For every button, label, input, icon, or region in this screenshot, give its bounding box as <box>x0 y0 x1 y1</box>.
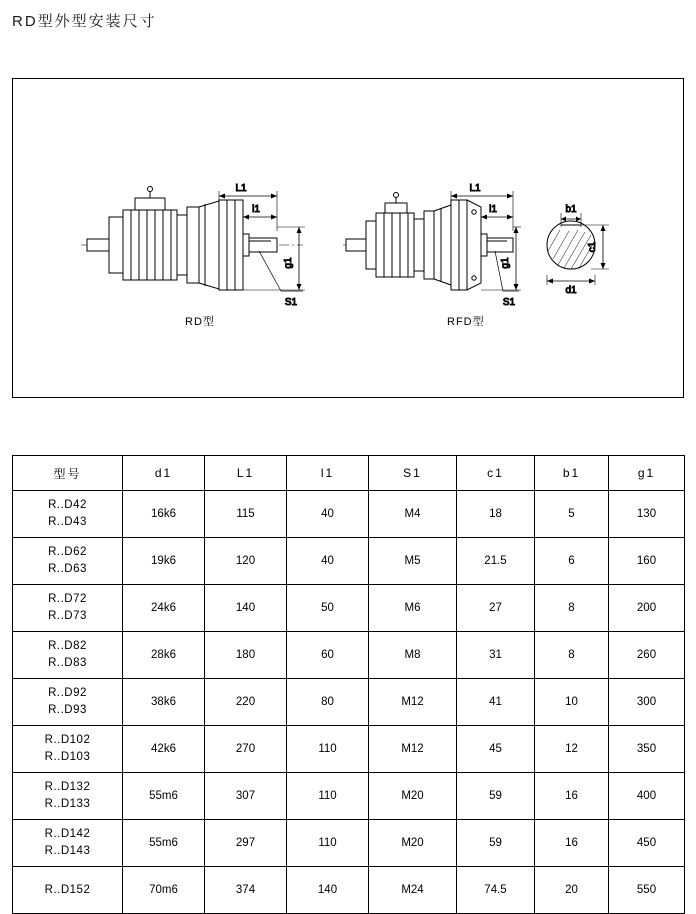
cell-c1: 27 <box>457 585 535 632</box>
table-row <box>13 538 685 585</box>
cell-b1: 12 <box>535 726 609 773</box>
cell-S1: M12 <box>369 726 457 773</box>
cell-d1: 38k6 <box>123 679 205 726</box>
cell-S1: M8 <box>369 632 457 679</box>
column-header-l1: l1 <box>287 456 369 491</box>
cell-S1: M12 <box>369 679 457 726</box>
dim-l1-label-2: l1 <box>489 204 497 215</box>
cell-g1: 450 <box>609 820 685 867</box>
model-line-2: R..D43 <box>48 516 87 528</box>
cell-g1: 550 <box>609 867 685 914</box>
cell-S1: M4 <box>369 491 457 538</box>
cell-l1: 40 <box>287 491 369 538</box>
cell-model <box>13 773 123 820</box>
cell-L1: 374 <box>205 867 287 914</box>
column-header-model: 型号 <box>13 456 123 491</box>
model-line-2: R..D93 <box>48 704 87 716</box>
cell-c1: 59 <box>457 820 535 867</box>
figure-panel <box>12 78 684 398</box>
cell-d1: 19k6 <box>123 538 205 585</box>
cell-b1: 6 <box>535 538 609 585</box>
page-title: RD型外型安装尺寸 <box>12 13 157 30</box>
cell-b1: 5 <box>535 491 609 538</box>
model-line-1: R..D92 <box>48 687 87 700</box>
cell-c1: 41 <box>457 679 535 726</box>
cell-g1: 200 <box>609 585 685 632</box>
model-line-2: R..D143 <box>44 845 91 857</box>
cell-b1: 16 <box>535 773 609 820</box>
column-header-d1: d1 <box>123 456 205 491</box>
cell-model <box>13 867 123 914</box>
column-header-g1: g1 <box>609 456 685 491</box>
cell-d1: 28k6 <box>123 632 205 679</box>
cell-model <box>13 538 123 585</box>
cell-d1: 42k6 <box>123 726 205 773</box>
table-row <box>13 820 685 867</box>
dim-g1-label-2: g1 <box>500 257 511 269</box>
cell-l1: 140 <box>287 867 369 914</box>
dim-b1-label: b1 <box>565 204 577 215</box>
table-row <box>13 585 685 632</box>
cell-L1: 140 <box>205 585 287 632</box>
cell-model <box>13 726 123 773</box>
cell-c1: 74.5 <box>457 867 535 914</box>
table-row <box>13 867 685 914</box>
cell-L1: 297 <box>205 820 287 867</box>
cell-c1: 21.5 <box>457 538 535 585</box>
cell-b1: 20 <box>535 867 609 914</box>
figure-caption-rfd: RFD型 <box>447 316 485 328</box>
dim-L1-label-2: L1 <box>469 183 481 194</box>
cell-b1: 10 <box>535 679 609 726</box>
cell-model <box>13 585 123 632</box>
specification-table <box>12 455 685 914</box>
model-line-1: R..D102 <box>44 734 91 747</box>
table-header-row <box>13 456 685 491</box>
cell-d1: 55m6 <box>123 773 205 820</box>
dim-l1-label: l1 <box>252 204 260 215</box>
shaft-section-drawing <box>547 204 609 296</box>
cell-l1: 110 <box>287 773 369 820</box>
cell-L1: 120 <box>205 538 287 585</box>
model-line-2: R..D63 <box>48 563 87 575</box>
model-line-2: R..D83 <box>48 657 87 669</box>
cell-S1: M6 <box>369 585 457 632</box>
cell-L1: 270 <box>205 726 287 773</box>
cell-S1: M20 <box>369 820 457 867</box>
table-row <box>13 679 685 726</box>
table-row <box>13 491 685 538</box>
cell-d1: 55m6 <box>123 820 205 867</box>
model-line-2: R..D103 <box>44 751 91 763</box>
cell-c1: 31 <box>457 632 535 679</box>
cell-b1: 8 <box>535 585 609 632</box>
model-line-2: R..D73 <box>48 610 87 622</box>
cell-l1: 40 <box>287 538 369 585</box>
cell-model <box>13 679 123 726</box>
cell-L1: 307 <box>205 773 287 820</box>
cell-S1: M5 <box>369 538 457 585</box>
cell-g1: 130 <box>609 491 685 538</box>
column-header-c1: c1 <box>457 456 535 491</box>
cell-model <box>13 820 123 867</box>
cell-L1: 220 <box>205 679 287 726</box>
model-line-1: R..D82 <box>48 640 87 653</box>
cell-d1: 24k6 <box>123 585 205 632</box>
cell-l1: 60 <box>287 632 369 679</box>
cell-S1: M24 <box>369 867 457 914</box>
table-row <box>13 726 685 773</box>
cell-d1: 70m6 <box>123 867 205 914</box>
column-header-L1: L1 <box>205 456 287 491</box>
cell-c1: 45 <box>457 726 535 773</box>
cell-g1: 300 <box>609 679 685 726</box>
dim-S1-label: S1 <box>284 297 298 308</box>
table-row <box>13 632 685 679</box>
model-line-1: R..D62 <box>48 546 87 559</box>
cell-b1: 8 <box>535 632 609 679</box>
cell-b1: 16 <box>535 820 609 867</box>
model-line-1: R..D132 <box>44 781 91 794</box>
cell-d1: 16k6 <box>123 491 205 538</box>
cell-S1: M20 <box>369 773 457 820</box>
rd-type-drawing <box>81 183 305 308</box>
cell-g1: 400 <box>609 773 685 820</box>
cell-g1: 160 <box>609 538 685 585</box>
table-row <box>13 773 685 820</box>
cell-g1: 350 <box>609 726 685 773</box>
cell-L1: 180 <box>205 632 287 679</box>
dim-c1-label: c1 <box>587 241 598 253</box>
cell-l1: 80 <box>287 679 369 726</box>
cell-g1: 260 <box>609 632 685 679</box>
cell-model <box>13 632 123 679</box>
column-header-b1: b1 <box>535 456 609 491</box>
dim-g1-label: g1 <box>283 257 294 269</box>
model-line-1: R..D152 <box>44 883 91 896</box>
cell-model <box>13 491 123 538</box>
model-line-1: R..D142 <box>44 828 91 841</box>
model-line-1: R..D42 <box>48 499 87 512</box>
cell-l1: 110 <box>287 726 369 773</box>
model-line-2: R..D133 <box>44 798 91 810</box>
figure-caption-rd: RD型 <box>185 316 215 328</box>
cell-l1: 110 <box>287 820 369 867</box>
cell-c1: 18 <box>457 491 535 538</box>
dim-d1-label: d1 <box>565 285 577 296</box>
rfd-type-drawing <box>343 183 521 308</box>
cell-l1: 50 <box>287 585 369 632</box>
cell-c1: 59 <box>457 773 535 820</box>
model-line-1: R..D72 <box>48 593 87 606</box>
column-header-S1: S1 <box>369 456 457 491</box>
cell-L1: 115 <box>205 491 287 538</box>
assembly-drawings <box>13 79 683 397</box>
dim-L1-label: L1 <box>235 183 247 194</box>
dim-S1-label-2: S1 <box>502 297 516 308</box>
